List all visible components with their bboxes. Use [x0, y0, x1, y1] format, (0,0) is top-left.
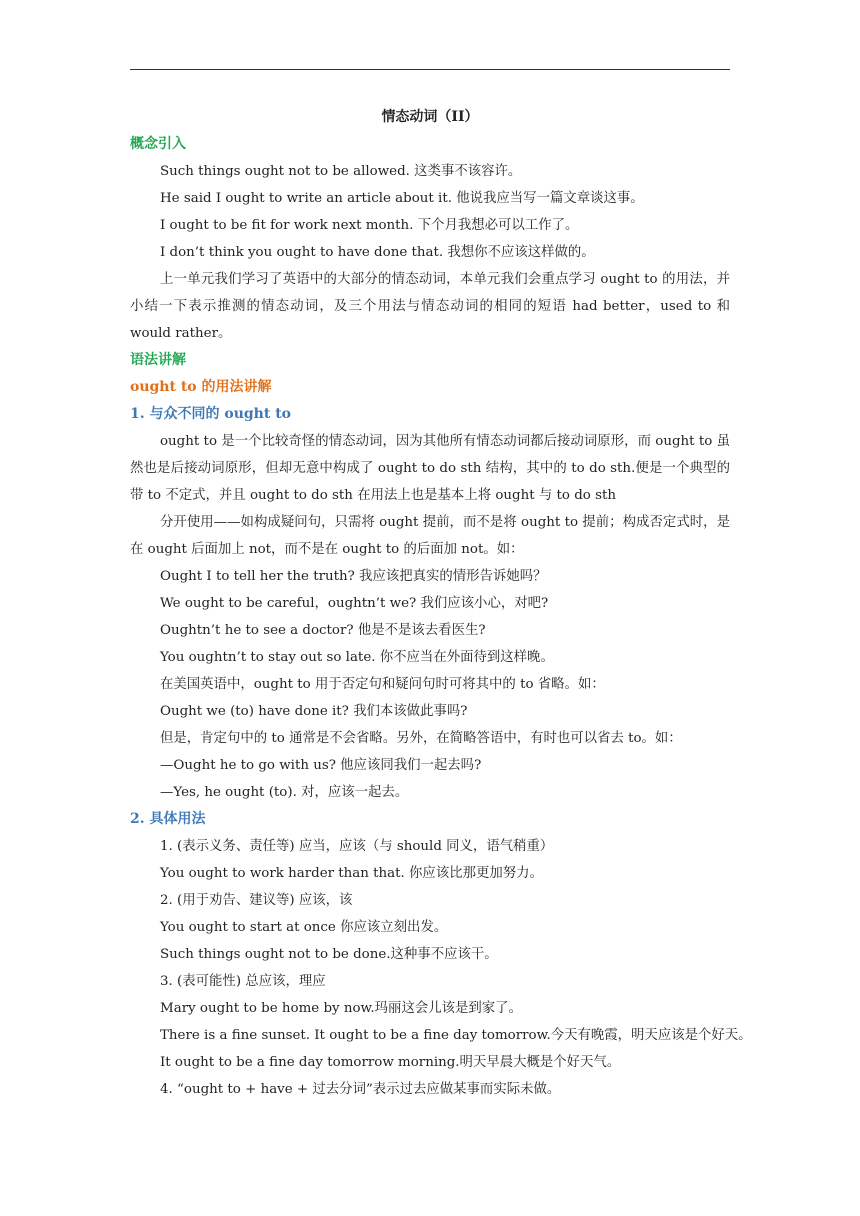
subheading-specific-usage: 2. 具体用法: [130, 811, 206, 827]
usage-line: You ought to start at once 你应该立刻出发。: [160, 920, 448, 935]
header-rule: [130, 69, 730, 70]
usage-line: 3. (表可能性) 总应该，理应: [160, 974, 326, 989]
usage-line: 2. (用于劝告、建议等) 应该，该: [160, 893, 353, 908]
explanation-paragraph: 分开使用——如构成疑问句，只需将 ought 提前，而不是将 ought to 提前；构成否定式时，是在 ought 后面加上 not，而不是在 ought to 的后面加 not。如：: [130, 515, 730, 557]
usage-line: 4. “ought to + have + 过去分词”表示过去应做某事而实际未做。: [160, 1082, 561, 1097]
document-body: [130, 104, 752, 1103]
usage-line: You ought to work harder than that. 你应该比那更加努力。: [160, 866, 543, 881]
page-title: 情态动词（II）: [381, 109, 479, 125]
explanation-paragraph: ought to 是一个比较奇怪的情态动词，因为其他所有情态动词都后接动词原形，而 ought to 虽然也是后接动词原形，但却无意中构成了 ought to do sth 结构，其中的 to do sth.便是一个典型的带 to 不定式，并且 ought to do sth 在用法上也是基本上将 ought 与 to do sth: [130, 434, 730, 503]
concept-line: I ought to be fit for work next month. 下个月我想必可以工作了。: [160, 218, 579, 233]
example-line: Ought we (to) have done it? 我们本该做此事吗?: [160, 704, 468, 719]
usage-line: There is a fine sunset. It ought to be a fine day tomorrow.今天有晚霞，明天应该是个好天。: [160, 1028, 752, 1043]
example-line: —Yes, he ought (to). 对，应该一起去。: [160, 785, 409, 800]
subheading-unique-ought-to: 1. 与众不同的 ought to: [130, 406, 291, 422]
concept-paragraph: 上一单元我们学习了英语中的大部分的情态动词，本单元我们会重点学习 ought to 的用法，并小结一下表示推测的情态动词，及三个用法与情态动词的相同的短语 had better，used to 和 would rather。: [130, 272, 730, 341]
usage-line: 1. (表示义务、责任等) 应当，应该（与 should 同义，语气稍重）: [160, 839, 554, 854]
concept-line: I don’t think you ought to have done that. 我想你不应该这样做的。: [160, 245, 595, 260]
example-line: You oughtn’t to stay out so late. 你不应当在外面待到这样晚。: [160, 650, 554, 665]
example-line: Ought I to tell her the truth? 我应该把真实的情形告诉她吗？: [160, 569, 547, 584]
concept-line: Such things ought not to be allowed. 这类事不该容许。: [160, 164, 522, 179]
concept-line: He said I ought to write an article about it. 他说我应当写一篇文章谈这事。: [160, 191, 644, 206]
usage-line: It ought to be a fine day tomorrow morning.明天早晨大概是个好天气。: [160, 1055, 621, 1070]
section-heading-concept: 概念引入: [130, 136, 186, 152]
example-line: 在美国英语中，ought to 用于否定句和疑问句时可将其中的 to 省略。如：: [160, 677, 605, 692]
example-line: 但是，肯定句中的 to 通常是不会省略。另外，在简略答语中，有时也可以省去 to。如：: [160, 731, 682, 746]
subheading-ought-to-usage: ought to 的用法讲解: [130, 379, 272, 395]
example-line: We ought to be careful，oughtn’t we? 我们应该小心，对吧?: [160, 596, 549, 611]
section-heading-grammar: 语法讲解: [130, 352, 186, 368]
usage-line: Such things ought not to be done.这种事不应该干。: [160, 947, 498, 962]
example-line: Oughtn’t he to see a doctor? 他是不是该去看医生?: [160, 623, 486, 638]
example-line: —Ought he to go with us? 他应该同我们一起去吗?: [160, 758, 482, 773]
usage-line: Mary ought to be home by now.玛丽这会儿该是到家了。: [160, 1001, 522, 1016]
